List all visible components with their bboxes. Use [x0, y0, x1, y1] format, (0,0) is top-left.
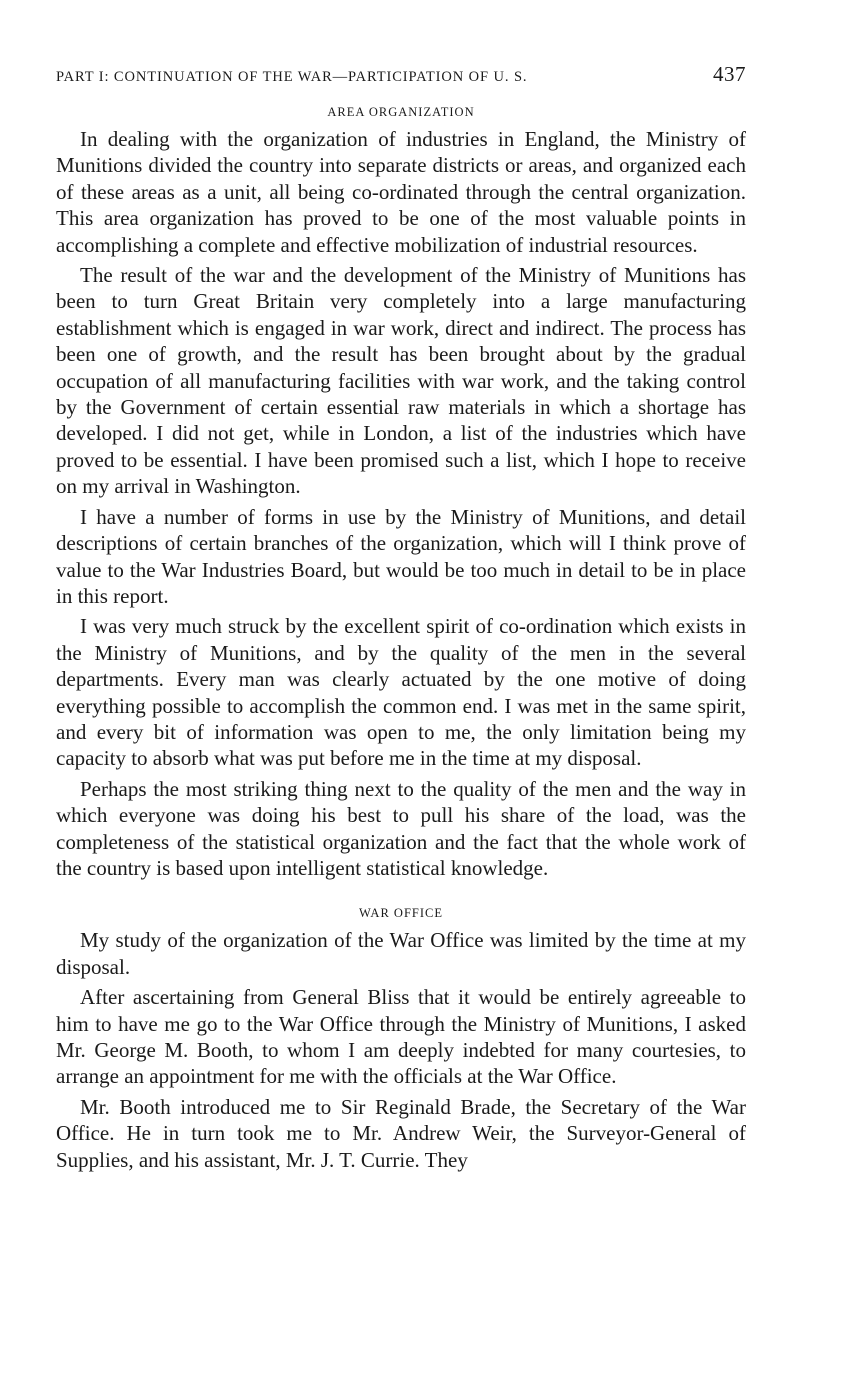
paragraph: I have a number of forms in use by the Ministry of Munitions, and detail descriptions of certain branches of the organization, which will I think prove of value to the War Industries Board, but would be too much in detail to be in place in this report. [56, 504, 746, 608]
paragraph: Perhaps the most striking thing next to the quality of the men and the way in which everyone was doing his best to pull his share of the load, was the completeness of the statistical organization and the fact that the whole work of the country is based upon intelligent statistical knowledge. [56, 776, 746, 880]
paragraph: The result of the war and the development of the Ministry of Munitions has been to turn Great Britain very completely into a large manufacturing establishment which is engaged in war work, direct and indirect. The process has been one of growth, and the result has been brought about by the gradual occupation of all manufacturing facilities with war work, and the taking control by the Government of certain essential raw materials in which a shortage has developed. I did not get, while in London, a list of the industries which have proved to be essential. I have been promised such a list, which I hope to receive on my arrival in Washington. [56, 263, 746, 499]
page-number: 437 [713, 62, 746, 86]
paragraph: After ascertaining from General Bliss that it would be entirely agreeable to him to have me go to the War Office through the Ministry of Munitions, I asked Mr. George M. Booth, to whom I am deeply indebted for many courtesies, to arrange an appointment for me with the officials at the War Office. [56, 985, 746, 1089]
section-heading: WAR OFFICE [359, 906, 443, 921]
running-head [56, 62, 746, 98]
section-area-organization [56, 98, 746, 881]
book-page [56, 62, 746, 1177]
section-war-office [56, 899, 746, 1173]
running-title: PART I: CONTINUATION OF THE WAR—PARTICIPATION OF U. S. [56, 69, 528, 85]
paragraph: My study of the organization of the War Office was limited by the time at my disposal. [56, 928, 746, 979]
section-heading: AREA ORGANIZATION [327, 105, 475, 119]
paragraph: Mr. Booth introduced me to Sir Reginald Brade, the Secretary of the War Office. He in turn took me to Mr. Andrew Weir, the Surveyor-General of Supplies, and his assistant, Mr. J. T. Currie. They [56, 1094, 746, 1172]
paragraph: In dealing with the organization of industries in England, the Ministry of Munitions divided the country into separate districts or areas, and organized each of these areas as a unit, all being co-ordinated through the central organization. This area organization has proved to be one of the most valuable points in accomplishing a complete and effective mobilization of industrial resources. [56, 127, 746, 257]
paragraph: I was very much struck by the excellent spirit of co-ordination which exists in the Ministry of Munitions, and by the quality of the men in the several departments. Every man was clearly actuated by the one motive of doing everything possible to accomplish the common end. I was met in the same spirit, and every bit of information was open to me, the only limitation being my capacity to absorb what was put before me in the time at my disposal. [56, 614, 746, 771]
